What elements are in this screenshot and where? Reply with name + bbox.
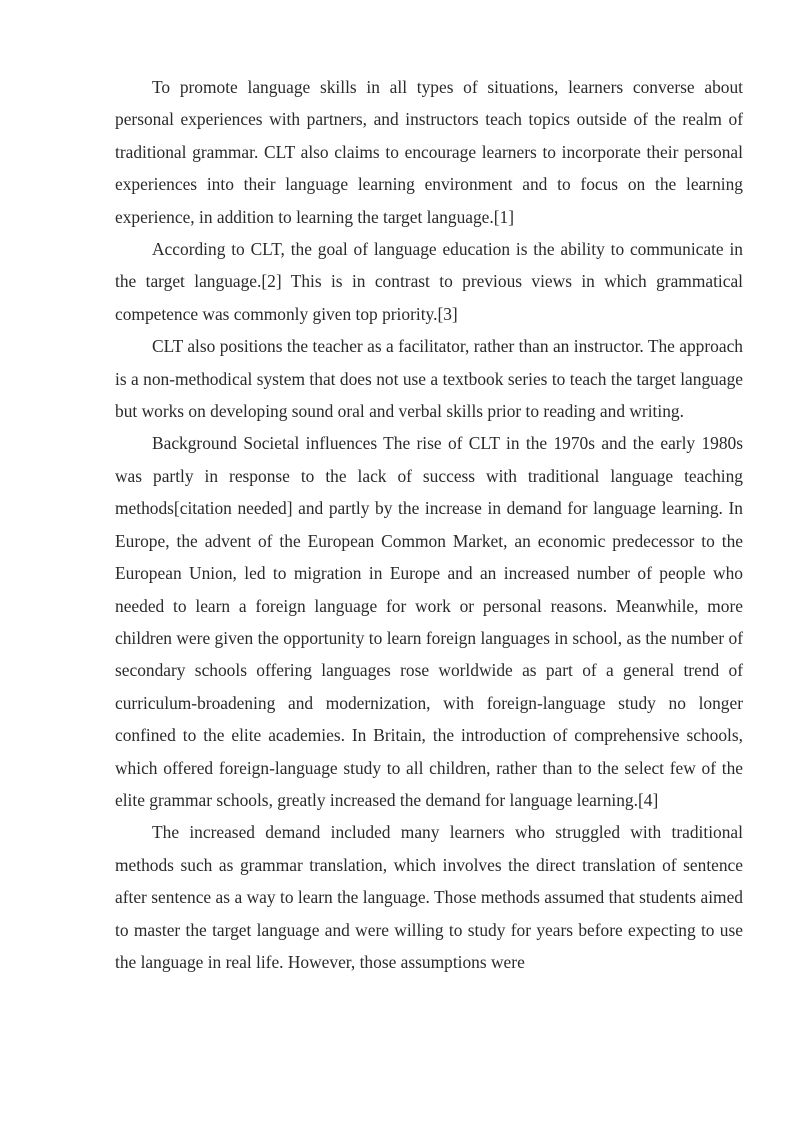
body-text bbox=[115, 71, 743, 978]
paragraph: To promote language skills in all types of situations, learners converse about personal experiences with partners, and instructors teach topics outside of the realm of traditional grammar. CLT also claims to encourage learners to incorporate their personal experiences into their language learning environment and to focus on the learning experience, in addition to learning the target language.[1] bbox=[115, 77, 743, 227]
paragraph: According to CLT, the goal of language education is the ability to communicate in the target language.[2] This is in contrast to previous views in which grammatical competence was commonly given top priority.[3] bbox=[115, 239, 743, 324]
paragraph: The increased demand included many learners who struggled with traditional methods such as grammar translation, which involves the direct translation of sentence after sentence as a way to learn the language. Those methods assumed that students aimed to master the target language and were willing to study for years before expecting to use the language in real life. However, those assumptions were bbox=[115, 822, 743, 972]
paragraph: CLT also positions the teacher as a facilitator, rather than an instructor. The approach is a non-methodical system that does not use a textbook series to teach the target language but works on developing sound oral and verbal skills prior to reading and writing. bbox=[115, 336, 743, 422]
paragraph: Background Societal influences The rise of CLT in the 1970s and the early 1980s was partly in response to the lack of success with traditional language teaching methods[citation needed] and partly by the increase in demand for language learning. In Europe, the advent of the European Common Market, an economic predecessor to the European Union, led to migration in Europe and an increased number of people who needed to learn a foreign language for work or personal reasons. Meanwhile, more children were given the opportunity to learn foreign languages in school, as the number of secondary schools offering languages rose worldwide as part of a general trend of curriculum-broadening and modernization, with foreign-language study no longer confined to the elite academies. In Britain, the introduction of comprehensive schools, which offered foreign-language study to all children, rather than to the select few of the elite grammar schools, greatly increased the demand for language learning.[4] bbox=[115, 433, 743, 810]
